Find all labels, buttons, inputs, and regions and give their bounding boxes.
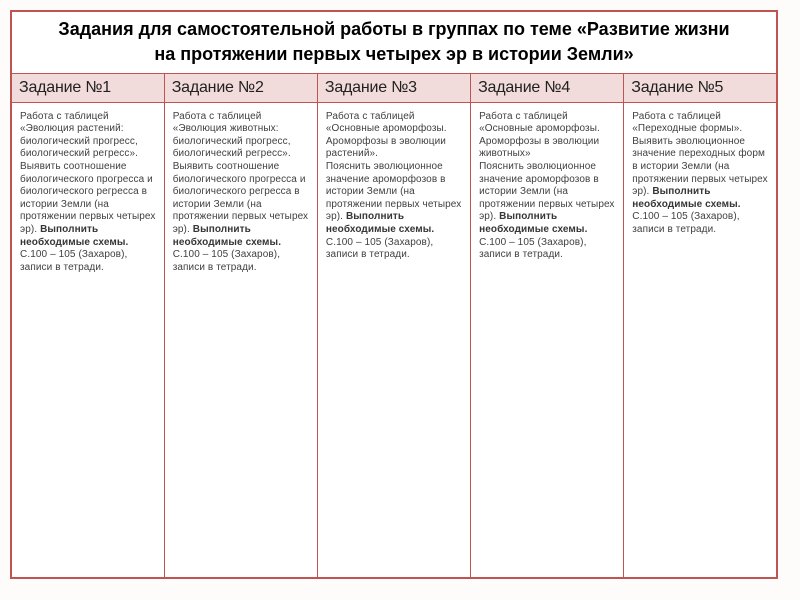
task-header-2: Задание №2: [164, 73, 317, 102]
task-text: Пояснить эволюционное значение ароморфозов в истории Земли (на протяжении первых четырех эр).: [479, 161, 615, 223]
task-text: Выявить соотношение биологического прогресса и биологического регресса в истории Земли (на протяжении первых четырех эр).: [172, 161, 309, 235]
task-cell-5: [624, 102, 777, 578]
title-row: [11, 11, 777, 73]
task-cell-2: [164, 102, 317, 578]
tasks-table: [10, 10, 778, 579]
task-bold-text: Выполнить необходимые схемы.: [172, 224, 282, 248]
task-header-3: Задание №3: [317, 73, 470, 102]
task-text: Работа с таблицей «Основные ароморфозы. Ароморфозы в эволюции животных»: [479, 110, 600, 160]
page-title: [11, 11, 777, 73]
task-header-5: Задание №5: [624, 73, 777, 102]
task-text: С.100 – 105 (Захаров), записи в тетради.: [632, 211, 740, 235]
task-text: С.100 – 105 (Захаров), записи в тетради.: [20, 249, 128, 273]
page-title-line-1: Задания для самостоятельной работы в группах по теме «Развитие жизни: [58, 19, 730, 39]
task-text: Работа с таблицей «Основные ароморфозы. Ароморфозы в эволюции растений».: [325, 110, 447, 160]
task-cell-1: [11, 102, 164, 578]
task-header-1: Задание №1: [11, 73, 164, 102]
task-text: Работа с таблицей «Эволюция животных: биологический прогресс, биологический регресс».: [172, 110, 291, 160]
task-bold-text: Выполнить необходимые схемы.: [479, 211, 588, 235]
task-text: С.100 – 105 (Захаров), записи в тетради.: [325, 236, 434, 261]
task-text: Работа с таблицей «Переходные формы».: [632, 110, 743, 135]
task-cell-3: [317, 102, 470, 578]
task-bold-text: Выполнить необходимые схемы.: [325, 211, 435, 235]
task-bold-text: Выполнить необходимые схемы.: [632, 186, 741, 210]
task-text: Пояснить эволюционное значение ароморфозов в истории Земли (на протяжении первых четырех эр).: [325, 161, 462, 223]
task-text: С.100 – 105 (Захаров), записи в тетради.: [479, 236, 587, 261]
task-text: Выявить эволюционное значение переходных форм в истории Земли (на протяжении первых четырех эр).: [632, 135, 768, 198]
header-row: [11, 73, 777, 102]
task-text: С.100 – 105 (Захаров), записи в тетради.: [172, 249, 281, 273]
page-title-line-2: на протяжении первых четырех эр в истории Земли»: [154, 43, 634, 64]
task-text: Работа с таблицей «Эволюция растений: биологический прогресс, биологический регресс».: [20, 110, 139, 160]
task-text: Выявить соотношение биологического прогресса и биологического регресса в истории Земли (на протяжении первых четырех эр).: [20, 161, 156, 235]
body-row: [11, 102, 777, 578]
task-cell-4: [471, 102, 624, 578]
task-bold-text: Выполнить необходимые схемы.: [20, 224, 129, 248]
task-header-4: Задание №4: [471, 73, 624, 102]
